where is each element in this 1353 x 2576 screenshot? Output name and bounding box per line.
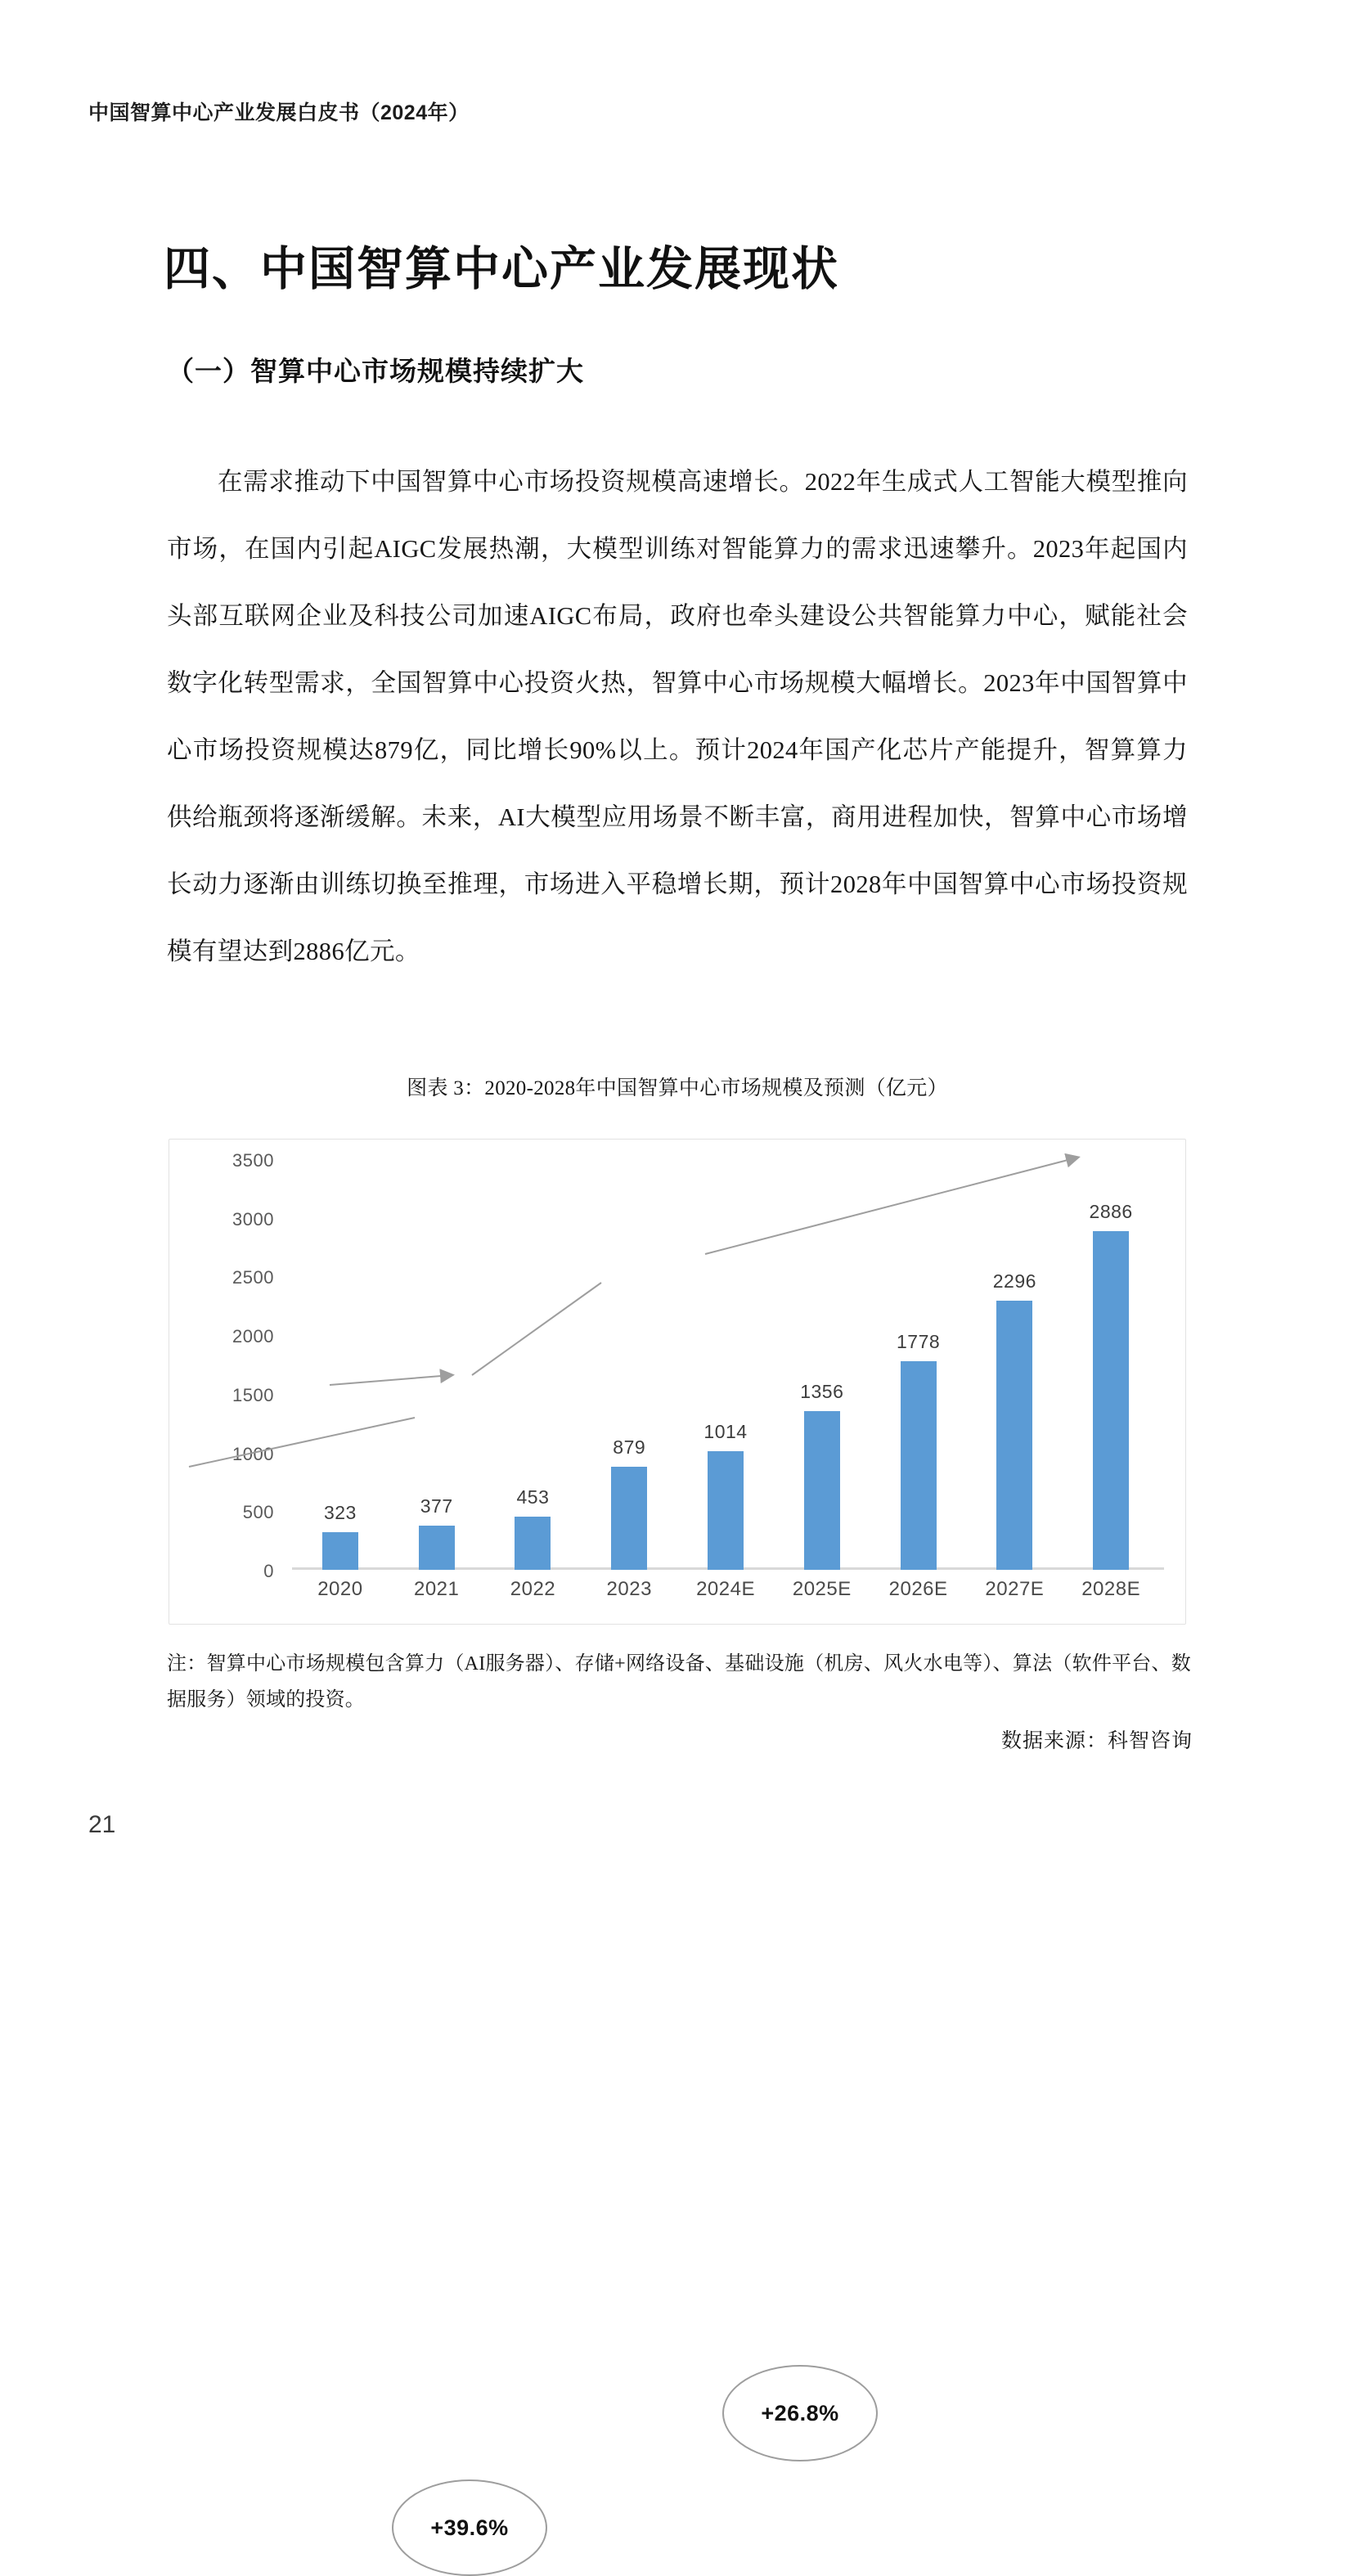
bar-value-label: 1014	[703, 1420, 748, 1442]
bar-group	[677, 1161, 774, 1570]
bar	[1093, 1231, 1129, 1570]
bar-group	[1063, 1161, 1159, 1570]
x-axis-tick: 2024E	[696, 1578, 755, 1600]
bar-value-label: 1778	[896, 1330, 941, 1352]
bar-value-label: 879	[613, 1436, 646, 1458]
data-source: 数据来源：科智咨询	[1000, 1730, 1193, 1752]
body-paragraph: 在需求推动下中国智算中心市场投资规模高速增长。2022年生成式人工智能大模型推向市场，在国内引起AIGC发展热潮，大模型训练对智能算力的需求迅速攀升。2023年起国内头部互联网企业及科技公司加速AIGC布局，政府也牵头建设公共智能算力中心，赋能社会数字化转型需求，全国智算中心投资火热，智算中心市场规模大幅增长。2023年中国智算中心市场投资规模达879亿，同比增长90%以上。预计2024年国产化芯片产能提升，智算算力供给瓶颈将逐渐缓解。未来，AI大模型应用场景不断丰富，商用进程加快，智算中心市场增长动力逐渐由训练切换至推理，市场进入平稳增长期，预计2028年中国智算中心市场投资规模有望达到2886亿元。	[167, 468, 1188, 965]
bar	[419, 1526, 455, 1570]
section-heading: 四、中国智算中心产业发展现状	[164, 243, 839, 295]
x-axis-tick: 2028E	[1081, 1578, 1141, 1600]
bar-value-label: 377	[420, 1495, 453, 1517]
bar	[804, 1411, 840, 1570]
figure-caption: 图表 3：2020-2028年中国智算中心市场规模及预测（亿元）	[407, 1077, 948, 1099]
callout-growth-2: +26.8%	[722, 2365, 878, 2461]
bar	[708, 1451, 744, 1570]
y-axis-tick: 1000	[232, 1443, 274, 1464]
bars-container	[292, 1161, 1159, 1570]
y-axis-tick: 1500	[232, 1384, 274, 1405]
bar	[515, 1517, 551, 1570]
y-axis-tick: 3000	[232, 1208, 274, 1230]
bar	[611, 1467, 647, 1570]
x-axis-tick: 2027E	[985, 1578, 1045, 1600]
y-axis-tick: 2000	[232, 1326, 274, 1347]
bar-value-label: 2296	[992, 1270, 1036, 1292]
bar-group	[581, 1161, 677, 1570]
bar-group	[389, 1161, 485, 1570]
bar-value-label: 323	[323, 1501, 357, 1523]
bar	[322, 1532, 358, 1570]
y-axis-tick: 0	[263, 1561, 274, 1581]
bar-group	[485, 1161, 582, 1570]
bar-group	[966, 1161, 1063, 1570]
figure-note: 注：智算中心市场规模包含算力（AI服务器）、存储+网络设备、基础设施（机房、风火水电等）、算法（软件平台、数据服务）领域的投资。	[167, 1653, 1191, 1711]
bar-group	[292, 1161, 389, 1570]
x-axis-tick: 2022	[510, 1578, 556, 1600]
y-axis-tick: 2500	[232, 1267, 274, 1288]
x-axis-tick: 2020	[317, 1578, 363, 1600]
subsection-heading: （一）智算中心市场规模持续扩大	[167, 356, 584, 386]
bar	[996, 1301, 1032, 1570]
bar-value-label: 453	[516, 1486, 550, 1508]
bar-group	[870, 1161, 967, 1570]
y-axis-tick: 500	[242, 1502, 274, 1523]
y-axis-tick: 3500	[232, 1150, 274, 1171]
x-axis-labels	[292, 1578, 1159, 1609]
x-axis-tick: 2021	[413, 1578, 460, 1600]
x-axis-tick: 2026E	[888, 1578, 948, 1600]
page-number: 21	[88, 1811, 116, 1838]
bar	[901, 1361, 937, 1570]
bar-group	[774, 1161, 870, 1570]
y-axis	[184, 1140, 274, 1624]
x-axis-tick: 2025E	[792, 1578, 852, 1600]
callout-growth-1: +39.6%	[392, 2479, 547, 2576]
bar-value-label: 2886	[1089, 1201, 1133, 1223]
bar-value-label: 1356	[800, 1380, 844, 1402]
running-header: 中国智算中心产业发展白皮书（2024年）	[88, 101, 470, 124]
x-axis-tick: 2023	[606, 1578, 652, 1600]
